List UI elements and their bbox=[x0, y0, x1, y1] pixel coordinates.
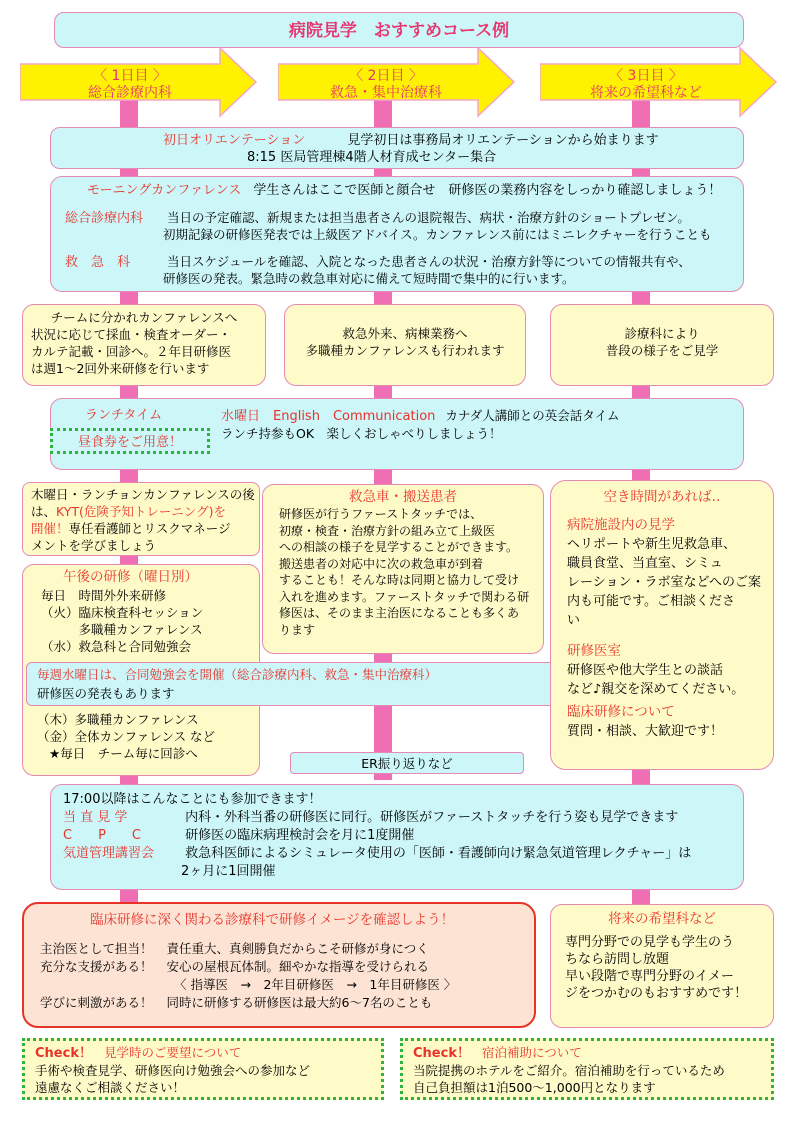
day2-ward-line: 多職種カンファレンスも行われます bbox=[305, 343, 505, 358]
afternoon-title: 午後の研修（曜日別） bbox=[63, 569, 198, 585]
thursday-line: 木曜日・ランチョンカンファレンスの後 bbox=[31, 487, 255, 502]
airway-label: 気道管理講習会 bbox=[63, 846, 155, 861]
day1-dept: 総合診療内科 bbox=[88, 85, 172, 101]
day1-team-line: 状況に応じて採血・検査オーダー・ bbox=[31, 327, 232, 342]
page-title: 病院見学 おすすめコース例 bbox=[288, 21, 510, 41]
orientation-line1: 見学初日は事務局オリエンテーションから始まります bbox=[347, 133, 659, 148]
free-time-box: 空き時間があれば‥ 病院施設内の見学 ヘリポートや新生児救急車、 職員食堂、当直室、シミュ レーション・ラボ室などへのご案 内も可能です。ご相談くださ い 研修医室 研修医や他大学生との談話 など♪親交を深めてください。 臨床研修について 質問・相談、大歓迎です！ bbox=[550, 480, 774, 770]
morning-conference-box bbox=[50, 176, 744, 292]
afternoon-item: （火）臨床検査科セッション bbox=[41, 605, 204, 620]
future-box: 将来の希望科など 専門分野での見学も学生のう ちなら訪問し放題 早い段階で専門分野のイメー ジをつかむのもおすすめです！ bbox=[550, 904, 774, 1028]
kyt-text: KYT(危険予知トレーニング)を bbox=[56, 504, 227, 519]
morning-label: モーニングカンファレンス bbox=[87, 183, 242, 198]
gim-line1: 当日の予定確認、新規または担当患者さんの退院報告、病状・治療方針のショートプレゼン。 bbox=[166, 210, 690, 225]
lunch-line2: ランチ持参もOK 楽しくおしゃべりしましょう！ bbox=[221, 426, 502, 441]
lunch-ticket-badge: 昼食券をご用意！ bbox=[50, 428, 210, 454]
day1-label bbox=[40, 68, 220, 102]
orientation-box bbox=[50, 127, 744, 169]
night-duty-label: 当 直 見 学 bbox=[63, 810, 128, 825]
afternoon-item: （木）多職種カンファレンス bbox=[37, 712, 199, 727]
training-image-title: 臨床研修に深く関わる診療科で研修イメージを確認しよう！ bbox=[90, 912, 455, 928]
check-label: Check！ bbox=[35, 1046, 92, 1061]
clinical-training-heading: 臨床研修について bbox=[567, 704, 675, 720]
thursday-box: 木曜日・ランチョンカンファレンスの後 は、KYT(危険予知トレーニング)を 開催！専任看護師とリスクマネージ メントを学びましょう bbox=[22, 482, 260, 556]
day3-label bbox=[556, 68, 736, 102]
guidance-chain: 〈 指導医 → 2年目研修医 → 1年目研修医 〉 bbox=[174, 977, 457, 992]
morning-intro: 学生さんはここで医師と顔合せ 研修医の業務内容をしっかり確認しましょう！ bbox=[253, 183, 722, 198]
check-title: 宿泊補助について bbox=[481, 1045, 582, 1060]
day3-dept: 将来の希望科など bbox=[590, 85, 702, 101]
training-image-box: 臨床研修に深く関わる診療科で研修イメージを確認しよう！ 主治医として担当！ 責任重大、真剣勝負だからこそ研修が身につく 充分な支援がある！ 安心の屋根瓦体制。細やかな指導を受けられる 〈 指導医 → 2年目研修医 → 1年目研修医 〉 学びに刺激がある！ 同時に研修する研修医は最大約6～7名のことも bbox=[22, 902, 536, 1028]
evening-title: 17:00以降はこんなことにも参加できます！ bbox=[63, 792, 322, 807]
ambulance-box: 救急車・搬送患者 研修医が行うファーストタッチでは、 初療・検査・治療方針の組み立て上級医 への相談の様子を見学することができます。 搬送患者の対応中に次の救急車が到着 することも！そんな時は同期と協力して受け 入れを進めます。ファーストタッチで関わる研 修医は、そのまま主治医になることも多くあ ります bbox=[262, 484, 544, 654]
thursday-line: メントを学びましょう bbox=[31, 538, 157, 553]
day3-dept-line: 普段の様子をご見学 bbox=[605, 343, 719, 358]
afternoon-item: 多職種カンファレンス bbox=[41, 622, 203, 637]
afternoon-item: （水）救急科と合同勉強会 bbox=[41, 639, 192, 654]
day1-team-title: チームに分かれカンファレンスへ bbox=[50, 310, 238, 325]
future-title: 将来の希望科など bbox=[608, 911, 716, 927]
day1-team-line: カルテ記載・回診へ。２年目研修医 bbox=[31, 344, 232, 359]
wednesday-study-bar bbox=[26, 662, 556, 706]
day2-ward-line: 救急外来、病棟業務へ bbox=[342, 326, 468, 341]
er-line2: 研修医の発表。緊急時の救急車対応に備えて短時間で集中的に行います。 bbox=[163, 271, 575, 286]
lunch-wed-desc: カナダ人講師との英会話タイム bbox=[445, 408, 620, 423]
day2-ward-box bbox=[284, 304, 526, 386]
day3-dept-box bbox=[550, 304, 774, 386]
cpc-label: C P C bbox=[63, 828, 141, 843]
er-label: 救 急 科 bbox=[65, 255, 131, 270]
airway-text: 救急科医師によるシミュレータ使用の「医師・看護師向け緊急気道管理レクチャー」は bbox=[185, 846, 692, 861]
day1-team-box bbox=[22, 304, 266, 386]
ambulance-title: 救急車・搬送患者 bbox=[349, 489, 457, 505]
night-duty-text: 内科・外科当番の研修医に同行。研修医がファーストタッチを行う姿も見学できます bbox=[185, 810, 679, 825]
lunch-label: ランチタイム bbox=[85, 408, 163, 423]
er-line1: 当日スケジュールを確認、入院となった患者さんの状況・治療方針等についての情報共有や、 bbox=[166, 254, 691, 269]
facility-tour-heading: 病院施設内の見学 bbox=[567, 517, 675, 533]
day2-dept: 救急・集中治療科 bbox=[330, 85, 442, 101]
orientation-line2: 8:15 医局管理棟4階人材育成センター集合 bbox=[247, 150, 497, 165]
resident-room-heading: 研修医室 bbox=[567, 643, 621, 659]
check-visit-requests: Check！ 見学時のご要望について 手術や検査見学、研修医向け勉強会への参加など 遠慮なくご相談ください！ bbox=[22, 1038, 384, 1100]
title-bar bbox=[54, 12, 744, 48]
afternoon-item: 毎日 時間外外来研修 bbox=[41, 588, 167, 603]
orientation-label: 初日オリエンテーション bbox=[163, 133, 306, 148]
check-label: Check！ bbox=[413, 1046, 470, 1061]
airway-text2: 2ヶ月に1回開催 bbox=[181, 864, 276, 879]
wednesday-study-title: 毎週水曜日は、合同勉強会を開催（総合診療内科、救急・集中治療科） bbox=[37, 667, 438, 682]
lunch-wed: 水曜日 English Communication bbox=[221, 409, 436, 424]
cpc-text: 研修医の臨床病理検討会を月に1度開催 bbox=[185, 828, 415, 843]
free-time-title: 空き時間があれば‥ bbox=[603, 489, 721, 505]
afternoon-item: ★毎日 チーム毎に回診へ bbox=[49, 746, 198, 761]
er-review-box: ER振り返りなど bbox=[290, 752, 524, 774]
day1-day: 〈 1日目 〉 bbox=[93, 68, 167, 84]
day3-day: 〈 3日目 〉 bbox=[609, 68, 683, 84]
afternoon-item: （金）全体カンファレンス など bbox=[37, 729, 216, 744]
check-title: 見学時のご要望について bbox=[103, 1045, 242, 1060]
day1-team-line: は週1～2回外来研修を行います bbox=[31, 361, 210, 376]
wednesday-study-sub: 研修医の発表もあります bbox=[37, 686, 175, 701]
check-lodging-support: Check！ 宿泊補助について 当院提携のホテルをご紹介。宿泊補助を行っているため 自己負担額は1泊500～1,000円となります bbox=[400, 1038, 774, 1100]
day2-label bbox=[296, 68, 476, 102]
day2-day: 〈 2日目 〉 bbox=[349, 68, 423, 84]
gim-label: 総合診療内科 bbox=[65, 211, 144, 226]
day3-dept-line: 診療科により bbox=[624, 326, 700, 341]
gim-line2: 初期記録の研修医発表では上級医アドバイス。カンファレンス前にはミニレクチャーを行うことも bbox=[163, 227, 712, 242]
evening-box bbox=[50, 784, 744, 890]
